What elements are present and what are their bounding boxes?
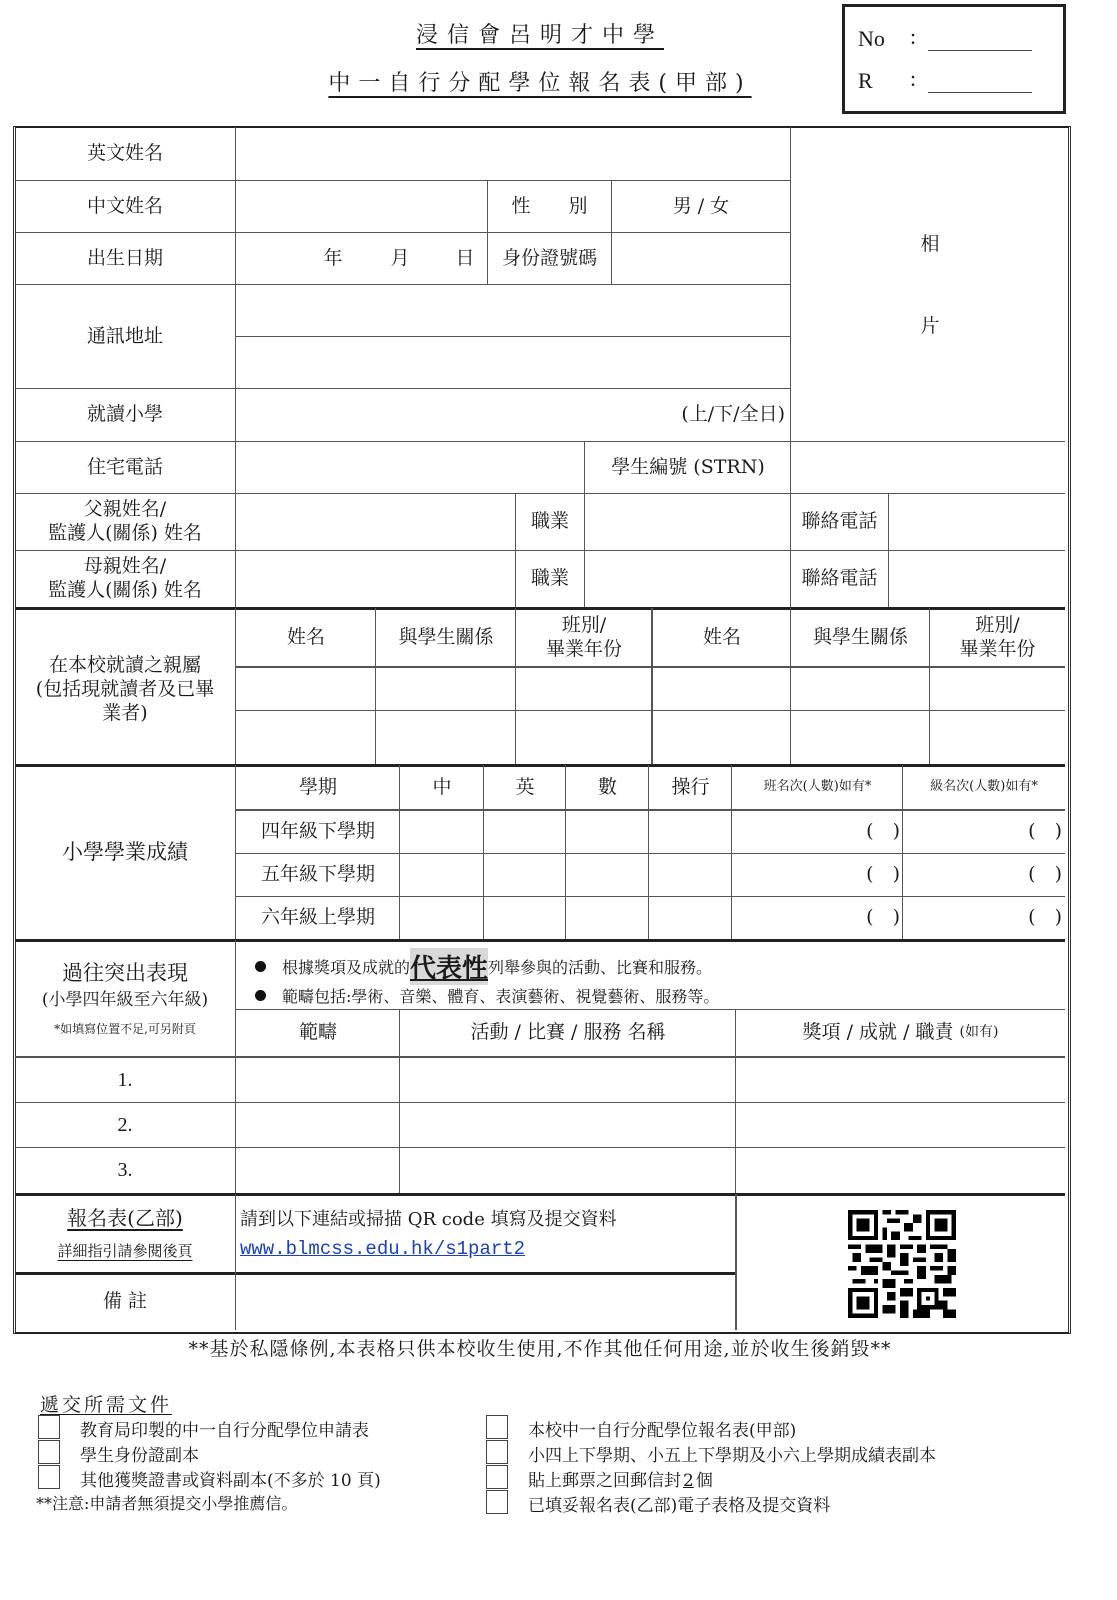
- achievement-row-1[interactable]: [237, 1058, 1064, 1102]
- school-name: 浸信會呂明才中學: [415, 23, 664, 48]
- achievements-col-activity: 活動 / 比賽 / 服務 名稱: [470, 1021, 666, 1044]
- part-b-link[interactable]: www.blmcss.edu.hk/s1part2: [240, 1238, 526, 1260]
- chinese-name-label: 中文姓名: [86, 194, 163, 217]
- chinese-name-field[interactable]: [237, 181, 486, 232]
- office-use-box: [842, 4, 1066, 114]
- relatives-col-relation-2: 與學生關係: [812, 625, 908, 648]
- relatives-col-class-2-line1: 班別/: [975, 613, 1020, 636]
- form-rank-p4[interactable]: ( ): [1028, 820, 1062, 843]
- checkbox-doc-student-id[interactable]: [38, 1440, 60, 1464]
- achievements-bullet-1: 根據獎項及成就的 代表性 列舉參與的活動、比賽和服務。: [255, 950, 712, 982]
- doc-left-1: 教育局印製的中一自行分配學位申請表: [80, 1421, 369, 1441]
- relatives-label-line3: 業者): [102, 701, 148, 724]
- achievements-sublabel: (小學四年級至六年級): [41, 990, 209, 1011]
- achievement-row-3-number: 3.: [117, 1159, 133, 1181]
- academic-header-form-rank: 級名次(人數)如有*: [930, 779, 1038, 795]
- remarks-field[interactable]: [237, 1274, 734, 1329]
- achievements-note: *如填寫位置不足,可另附頁: [54, 1021, 196, 1036]
- achievements-bullet-2: 範疇包括:學術、音樂、體育、表演藝術、視覺藝術、服務等。: [255, 983, 719, 1007]
- academic-label: 小學學業成績: [62, 840, 188, 865]
- achievement-row-2-number: 2.: [117, 1113, 133, 1136]
- gender-options[interactable]: 男 / 女: [672, 194, 730, 217]
- father-occupation-label: 職業: [530, 510, 569, 533]
- mother-occupation-field[interactable]: [586, 551, 789, 607]
- english-name-label: 英文姓名: [86, 142, 163, 165]
- checkbox-doc-part-b[interactable]: [486, 1490, 508, 1514]
- id-number-field[interactable]: [612, 233, 790, 284]
- checkbox-doc-certificates[interactable]: [38, 1465, 60, 1489]
- doc-note: **注意:申請者無須提交小學推薦信。: [36, 1494, 298, 1513]
- dob-month: 月: [390, 246, 410, 269]
- address-field-line2[interactable]: [237, 337, 789, 388]
- r-label: R: [858, 68, 873, 93]
- relatives-col-name-1: 姓名: [286, 625, 325, 648]
- achievements-col-award-note: (如有): [959, 1024, 999, 1041]
- doc-right-3: 貼上郵票之回郵信封 2 個: [528, 1471, 713, 1491]
- gender-label: 性 別: [511, 194, 588, 217]
- form-rank-p5[interactable]: ( ): [1028, 863, 1062, 886]
- academic-term-p5: 五年級下學期: [260, 863, 375, 886]
- academic-header-chinese: 中: [432, 775, 452, 798]
- doc-left-2: 學生身份證副本: [80, 1446, 199, 1466]
- doc-right-2: 小四上下學期、小五上下學期及小六上學期成績表副本: [528, 1446, 936, 1466]
- remarks-label: 備 註: [102, 1289, 148, 1312]
- achievement-row-2[interactable]: [237, 1103, 1064, 1147]
- photo-label-char1: 相: [920, 233, 940, 256]
- dob-day: 日: [455, 246, 475, 269]
- doc-left-3: 其他獲獎證書或資料副本(不多於 10 頁): [80, 1471, 381, 1491]
- academic-term-p4: 四年級下學期: [260, 820, 375, 843]
- relatives-col-class-1-line2: 畢業年份: [545, 637, 622, 660]
- session-options[interactable]: (上/下/全日): [681, 403, 785, 426]
- form-title: 中一自行分配學位報名表(甲部): [328, 71, 752, 96]
- bullet-icon: [255, 990, 266, 1001]
- form-rank-p6[interactable]: ( ): [1028, 906, 1062, 929]
- mother-name-field[interactable]: [237, 551, 514, 607]
- father-occupation-field[interactable]: [586, 494, 789, 550]
- academic-header-english: 英: [515, 775, 535, 798]
- achievements-col-category: 範疇: [298, 1021, 337, 1044]
- strn-field[interactable]: [792, 442, 1064, 493]
- class-rank-p5[interactable]: ( ): [866, 863, 900, 886]
- relatives-row-1[interactable]: [237, 668, 1064, 710]
- documents-title: 遞交所需文件: [40, 1394, 173, 1416]
- envelope-count: 2: [683, 1471, 694, 1491]
- academic-term-p6: 六年級上學期: [260, 906, 375, 929]
- doc-right-4: 已填妥報名表(乙部)電子表格及提交資料: [528, 1496, 831, 1516]
- relatives-col-class-1-line1: 班別/: [561, 613, 607, 636]
- bullet-icon: [255, 961, 266, 972]
- relatives-row-2[interactable]: [237, 711, 1064, 763]
- mother-contact-field[interactable]: [890, 551, 1064, 607]
- father-name-field[interactable]: [237, 494, 514, 550]
- checkbox-doc-edb-form[interactable]: [38, 1415, 60, 1439]
- r-field[interactable]: [928, 92, 1032, 93]
- achievements-label: 過往突出表現: [62, 960, 188, 985]
- class-rank-p6[interactable]: ( ): [866, 906, 900, 929]
- no-colon: :: [910, 24, 917, 49]
- dob-year: 年: [323, 246, 343, 269]
- no-label: No: [858, 26, 885, 51]
- english-name-field[interactable]: [237, 128, 789, 180]
- no-field[interactable]: [928, 50, 1032, 51]
- address-field-line1[interactable]: [237, 285, 789, 336]
- father-contact-field[interactable]: [890, 494, 1064, 550]
- father-label-line1: 父親姓名/: [83, 498, 167, 521]
- relatives-col-name-2: 姓名: [702, 625, 741, 648]
- achievement-row-3[interactable]: [237, 1148, 1064, 1193]
- part-b-label: 報名表(乙部): [67, 1205, 183, 1230]
- r-colon: :: [910, 66, 917, 91]
- privacy-notice: **基於私隱條例,本表格只供本校收生使用,不作其他任何用途,並於收生後銷毀**: [188, 1338, 892, 1360]
- relatives-label-line1: 在本校就讀之親屬: [48, 654, 201, 677]
- mother-contact-label: 聯絡電話: [801, 567, 878, 590]
- part-b-sublabel: 詳細指引請參閱後頁: [57, 1241, 193, 1260]
- relatives-col-class-2-line2: 畢業年份: [959, 637, 1036, 660]
- doc-right-1: 本校中一自行分配學位報名表(甲部): [528, 1421, 797, 1441]
- emphasis-representative: 代表性: [410, 948, 488, 985]
- achievements-col-award: 獎項 / 成就 / 職責: [802, 1021, 954, 1044]
- photo-label-char2: 片: [920, 315, 940, 338]
- id-number-label: 身份證號碼: [501, 246, 597, 269]
- home-phone-field[interactable]: [237, 442, 583, 493]
- father-contact-label: 聯絡電話: [801, 510, 878, 533]
- checkbox-doc-report-cards[interactable]: [486, 1440, 508, 1464]
- qr-code[interactable]: [848, 1210, 956, 1318]
- part-b-instruction: 請到以下連結或掃描 QR code 填寫及提交資料: [240, 1209, 617, 1230]
- father-label-line2: 監護人(關係) 姓名: [48, 522, 202, 544]
- checkbox-doc-part-a[interactable]: [486, 1415, 508, 1439]
- academic-header-class-rank: 班名次(人數)如有*: [763, 779, 872, 795]
- checkbox-doc-envelopes[interactable]: [486, 1465, 508, 1489]
- dob-label: 出生日期: [86, 246, 163, 269]
- home-phone-label: 住宅電話: [86, 455, 163, 478]
- academic-header-math: 數: [597, 775, 617, 798]
- relatives-col-relation-1: 與學生關係: [398, 625, 494, 648]
- strn-label: 學生編號 (STRN): [611, 455, 765, 478]
- address-label: 通訊地址: [86, 324, 163, 347]
- class-rank-p4[interactable]: ( ): [866, 820, 900, 843]
- mother-label-line2: 監護人(關係) 姓名: [48, 579, 202, 601]
- mother-occupation-label: 職業: [530, 567, 569, 590]
- academic-header-conduct: 操行: [671, 775, 710, 798]
- academic-header-term: 學期: [298, 775, 337, 798]
- photo-area[interactable]: [792, 128, 1064, 440]
- relatives-label-line2: (包括現就讀者及已畢: [35, 678, 215, 701]
- primary-school-label: 就讀小學: [86, 403, 163, 426]
- mother-label-line1: 母親姓名/: [83, 555, 167, 578]
- achievement-row-1-number: 1.: [117, 1068, 133, 1091]
